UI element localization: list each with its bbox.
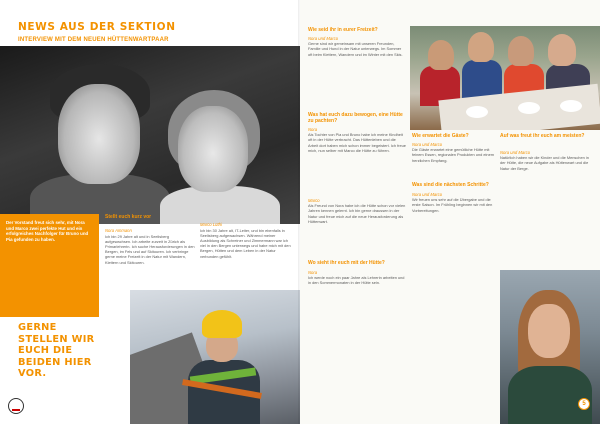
marco-intro-column bbox=[200, 222, 292, 259]
intro-text: Der Vorstand freut sich sehr, mit Nora und Marco zwei perfekte Hut und ein erfolgreiches Nachfolger für Bruno und Pia gefunden zu haben. bbox=[6, 220, 89, 242]
page-number: 5 bbox=[578, 398, 590, 410]
answer-guests bbox=[412, 142, 496, 163]
answer-looking-forward-role: Nora und Marco bbox=[500, 150, 531, 155]
marco-role: Marco Lüthi bbox=[200, 222, 222, 227]
answer-future bbox=[308, 270, 406, 286]
couple-portrait-photo bbox=[0, 46, 300, 224]
answer-motivation-marco bbox=[308, 198, 406, 224]
answer-freizeit bbox=[308, 36, 406, 57]
pull-quote: GERNE STELLEN WIR EUCH DIE BEIDEN HIER VOR. bbox=[18, 322, 95, 380]
answer-motivation-marco-role: Marco bbox=[308, 198, 320, 203]
question-next-steps: Was sind die nächsten Schritte? bbox=[412, 182, 489, 188]
answer-freizeit-role: Nora und Marco bbox=[308, 36, 339, 41]
section-title: NEWS AUS DER SEKTION bbox=[18, 21, 176, 33]
answer-guests-text: Die Gäste erwartet eine gemütliche Hütte mit feinem Essen, regionalen Produkten und einem herzlichen Empfang. bbox=[412, 147, 494, 163]
climber-photo bbox=[130, 290, 300, 424]
intro-box bbox=[0, 214, 99, 317]
question-freizeit: Wie seid ihr in eurer Freizeit? bbox=[308, 27, 378, 33]
left-question-heading: Stellt euch kurz vor bbox=[105, 214, 152, 220]
answer-future-role: Nora bbox=[308, 270, 318, 275]
answer-looking-forward bbox=[500, 150, 592, 171]
section-subtitle: INTERVIEW MIT DEM NEUEN HÜTTENWARTPAAR bbox=[18, 37, 169, 43]
answer-next-steps bbox=[412, 192, 496, 213]
sac-logo-icon bbox=[8, 398, 24, 414]
answer-motivation-marco-text: Als Freund von Nora habe ich die Hütte schon vor vielen Jahren kennen gelernt. Ich bin gerne draussen in der Natur und freue mich auf die neue Herausforderung als Hüttenwart. bbox=[308, 203, 406, 224]
answer-guests-role: Nora und Marco bbox=[412, 142, 443, 147]
answer-motivation-nora bbox=[308, 127, 406, 153]
question-looking-forward: Auf was freut ihr euch am meisten? bbox=[500, 133, 585, 139]
question-guests: Wie erwartet die Gäste? bbox=[412, 133, 469, 139]
nora-intro-column bbox=[105, 228, 195, 265]
answer-motivation-nora-text: Als Tochter von Pia und Bruno habe ich meine Kindheit oft in der Hütte verbracht. Das Hüttenleben und die Arbeit dort haben mich schon immer begeistert. Ich freue mich, nun selber mit Marco die Hütte zu führen. bbox=[308, 132, 406, 153]
nora-intro-text: Ich bin 29 Jahre alt und in Seelisberg aufgewachsen. Ich arbeite zurzeit in Zürich als Primarlehrerin. Ich suche Herausforderungen in den Bergen, im Fels und auf Skitouren. Ich verbringe gerne meine Freizeit in der Natur mit Wandern, Klettern und Skitouren. bbox=[105, 234, 195, 265]
marco-intro-text: Ich bin 30 Jahre alt, IT-Leiter, und bin ebenfalls in Seelisberg aufgewachsen. Während meiner Ausbildung als Schreiner und Zimmermann war ich viel in den Bergen unterwegs und habe mich mit den Bergen, Hütten und dem Leben in der Natur verbunden gefühlt. bbox=[200, 228, 291, 259]
nora-role: Nora Ammann bbox=[105, 228, 132, 233]
answer-freizeit-text: Gerne sind wir gemeinsam mit unseren Freunden, Familie und Hund in der Natur unterwegs. Im Sommer oft beim Klettern, Wandern und im Winter mit den Skis. bbox=[308, 41, 403, 57]
question-future: Wo sieht ihr euch mit der Hütte? bbox=[308, 260, 385, 266]
answer-future-text: Ich werde noch ein paar Jahre als Lehrerin arbeiten und in den Sommermonaten in der Hütte sein. bbox=[308, 275, 405, 286]
answer-motivation-nora-role: Nora bbox=[308, 127, 318, 132]
answer-next-steps-role: Nora und Marco bbox=[412, 192, 443, 197]
question-motivation: Was hat euch dazu bewogen, eine Hütte zu pachten? bbox=[308, 112, 403, 124]
answer-looking-forward-text: Natürlich haben wir die Kinder und die Menschen in der Hütte, die neue Aufgabe als Hüttenwart und die Natur der Berge. bbox=[500, 155, 589, 171]
group-photo bbox=[410, 26, 600, 130]
answer-next-steps-text: Wir freuen uns sehr auf die Übergabe und die erste Saison. Im Frühling beginnen wir mit den Vorbereitungen. bbox=[412, 197, 493, 213]
